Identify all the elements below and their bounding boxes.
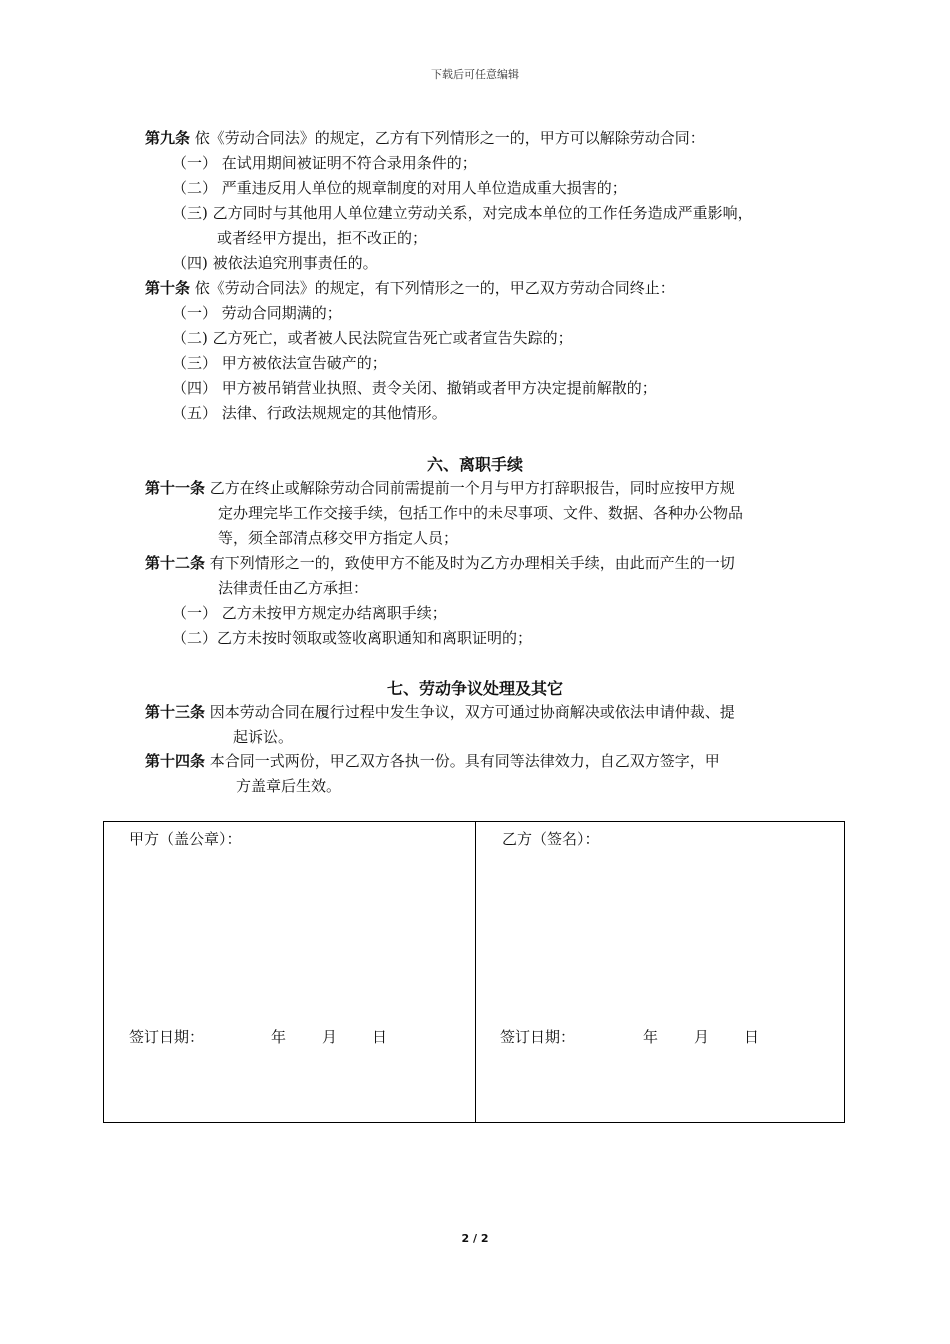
article-9-intro-line (145, 128, 705, 148)
party-b-label: 乙方（签名）： (502, 830, 600, 848)
article-9-intro: 依《劳动合同法》的规定，乙方有下列情形之一的，甲方可以解除劳动合同： (194, 129, 705, 147)
article-11-line-3: 等，须全部清点移交甲方指定人员； (218, 529, 459, 547)
article-10-label: 第十条 (145, 279, 191, 297)
article-12-line-2: 法律责任由乙方承担： (218, 579, 369, 597)
page-number: 2 / 2 (461, 1232, 489, 1245)
signature-table (103, 821, 845, 1123)
article-13-line-2: 起诉讼。 (233, 728, 294, 746)
article-11-label: 第十一条 (145, 479, 206, 497)
article-14-line-2: 方盖章后生效。 (236, 777, 342, 795)
party-a-date-label: 签订日期： (129, 1028, 205, 1046)
party-b-day: 日 (744, 1028, 760, 1046)
article-13-label: 第十三条 (145, 703, 206, 721)
section-7-heading: 七、劳动争议处理及其它 (386, 679, 563, 698)
article-10-intro-line (145, 278, 675, 298)
article-14-line-1 (145, 751, 720, 771)
party-a-month: 月 (322, 1028, 338, 1046)
party-a-day: 日 (372, 1028, 388, 1046)
article-12-line-1 (145, 553, 735, 573)
article-12-item-2: （二）乙方未按时领取或签收离职通知和离职证明的； (172, 629, 533, 647)
article-9-item-3: （三) 乙方同时与其他用人单位建立劳动关系，对完成本单位的工作任务造成严重影响， (172, 204, 753, 222)
article-10-item-1: （一） 劳动合同期满的； (172, 304, 342, 322)
article-9-item-3-cont: 或者经甲方提出，拒不改正的； (217, 229, 428, 247)
article-14-label: 第十四条 (145, 752, 206, 770)
page-header: 下载后可任意编辑 (431, 68, 519, 81)
article-9-item-2: （二） 严重违反用人单位的规章制度的对用人单位造成重大损害的； (172, 179, 627, 197)
article-13-text-1: 因本劳动合同在履行过程中发生争议，双方可通过协商解决或依法申请仲裁、提 (209, 703, 735, 721)
article-10-item-4: （四） 甲方被吊销营业执照、责令关闭、撤销或者甲方决定提前解散的； (172, 379, 657, 397)
article-9-item-4: （四) 被依法追究刑事责任的。 (172, 254, 378, 272)
party-b-month: 月 (694, 1028, 710, 1046)
signature-divider (475, 822, 476, 1122)
party-a-label: 甲方（盖公章）： (129, 830, 242, 848)
article-12-label: 第十二条 (145, 554, 206, 572)
article-13-line-1 (145, 702, 735, 722)
section-6-heading: 六、离职手续 (426, 455, 523, 474)
party-b-year: 年 (643, 1028, 659, 1046)
article-10-intro: 依《劳动合同法》的规定，有下列情形之一的，甲乙双方劳动合同终止： (194, 279, 675, 297)
article-11-text-1: 乙方在终止或解除劳动合同前需提前一个月与甲方打辞职报告，同时应按甲方规 (209, 479, 735, 497)
party-a-year: 年 (271, 1028, 287, 1046)
article-10-item-2: （二) 乙方死亡，或者被人民法院宣告死亡或者宣告失踪的； (172, 329, 573, 347)
article-11-line-1 (145, 478, 735, 498)
article-9-label: 第九条 (145, 129, 191, 147)
party-b-date-label: 签订日期： (500, 1028, 576, 1046)
article-9-item-1: （一） 在试用期间被证明不符合录用条件的； (172, 154, 477, 172)
article-10-item-5: （五） 法律、行政法规规定的其他情形。 (172, 404, 447, 422)
article-11-line-2: 定办理完毕工作交接手续，包括工作中的未尽事项、文件、数据、各种办公物品 (218, 504, 744, 522)
article-10-item-3: （三） 甲方被依法宣告破产的； (172, 354, 387, 372)
article-12-item-1: （一） 乙方未按甲方规定办结离职手续； (172, 604, 447, 622)
article-14-text-1: 本合同一式两份，甲乙双方各执一份。具有同等法律效力，自乙双方签字，甲 (209, 752, 720, 770)
article-12-text-1: 有下列情形之一的，致使甲方不能及时为乙方办理相关手续，由此而产生的一切 (209, 554, 735, 572)
